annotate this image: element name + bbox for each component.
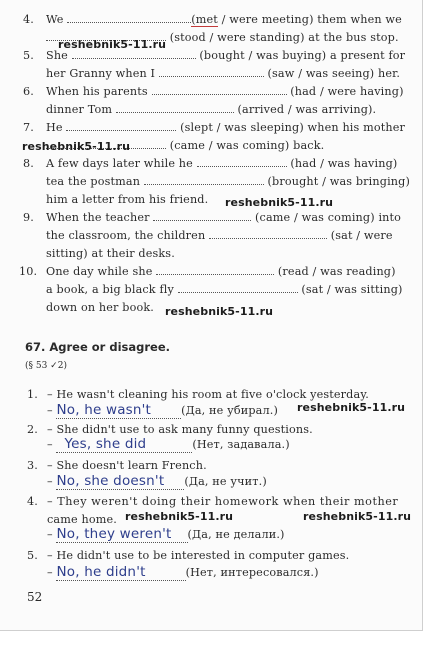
- watermark: reshebnik5-11.ru: [225, 196, 334, 209]
- ex67-answer-line: – No, he wasn't (Да, не убирал.): [47, 402, 278, 418]
- item-number: 4.: [23, 13, 34, 26]
- ex67-answer-line: – No, she doesn't (Да, не учит.): [47, 473, 267, 489]
- handwritten-answer: No, she doesn't: [56, 473, 165, 489]
- grammar-reference: (§ 53 ✓2): [25, 361, 67, 371]
- exercise-title: 67. Agree or disagree.: [25, 340, 171, 354]
- page-number: 52: [27, 590, 43, 604]
- watermark: reshebnik5-11.ru: [22, 140, 131, 153]
- handwritten-answer: No, they weren't: [56, 526, 172, 542]
- ex67-answer-line: – No, they weren't (Да, не делали.): [47, 526, 285, 542]
- textbook-page: 4. We (met / were meeting) them when we (stood / were standing) at the bus stop. 5. She (bought / was buying) a present for her Granny when I (saw / was seeing) her. 6. When his parents (had / were having) dinner Tom (arrived / was arriving). 7. He (slept / was sleeping) when his mother (came / was coming) back. 8. A few days later while he (had / was having) tea the postman (brought / was bringing) him a letter from his friend. 9. When the teacher (came / was coming) into the classroom, the children (sat / were sitting) at their desks. 10. One day while she (read / was reading) a book, a big black fly (sat / was sitting) down on her book. reshebnik5-11.ru reshebnik5-11.ru reshebnik5-11.ru reshebnik5-11.ru reshebnik5-11.ru reshebnik5-11.ru reshebnik5-11.ru 67. Agree or disagree. (§ 53 ✓2) 1. – He wasn't cleaning his room at five o'clock yesterday. – No, he wasn't (Да, не убирал.) 2. – She didn't use to ask many funny questions. – Yes, she did (Нет, задавала.) 3. – She doesn't learn French. – No, she doesn't (Да, не учит.) 4. – They weren't doing their homework when their mother came home. – No, they weren't (Да, не делали.) 5. – He didn't use to be interested in computer games. – No, he didn't (Нет, интересовался.) 52: [0, 0, 423, 631]
- watermark: reshebnik5-11.ru: [303, 510, 412, 523]
- watermark: reshebnik5-11.ru: [297, 401, 406, 414]
- watermark: reshebnik5-11.ru: [125, 510, 234, 523]
- handwritten-answer: No, he didn't: [56, 564, 146, 580]
- watermark: reshebnik5-11.ru: [165, 305, 274, 318]
- ex67-statement-cont: came home.: [47, 513, 117, 526]
- watermark: reshebnik5-11.ru: [58, 38, 167, 51]
- handwritten-answer: No, he wasn't: [56, 402, 152, 418]
- handwritten-answer: Yes, she did: [64, 436, 147, 452]
- ex67-answer-line: – No, he didn't (Нет, интересовался.): [47, 564, 319, 580]
- ex67-answer-line: – Yes, she did (Нет, задавала.): [47, 436, 290, 452]
